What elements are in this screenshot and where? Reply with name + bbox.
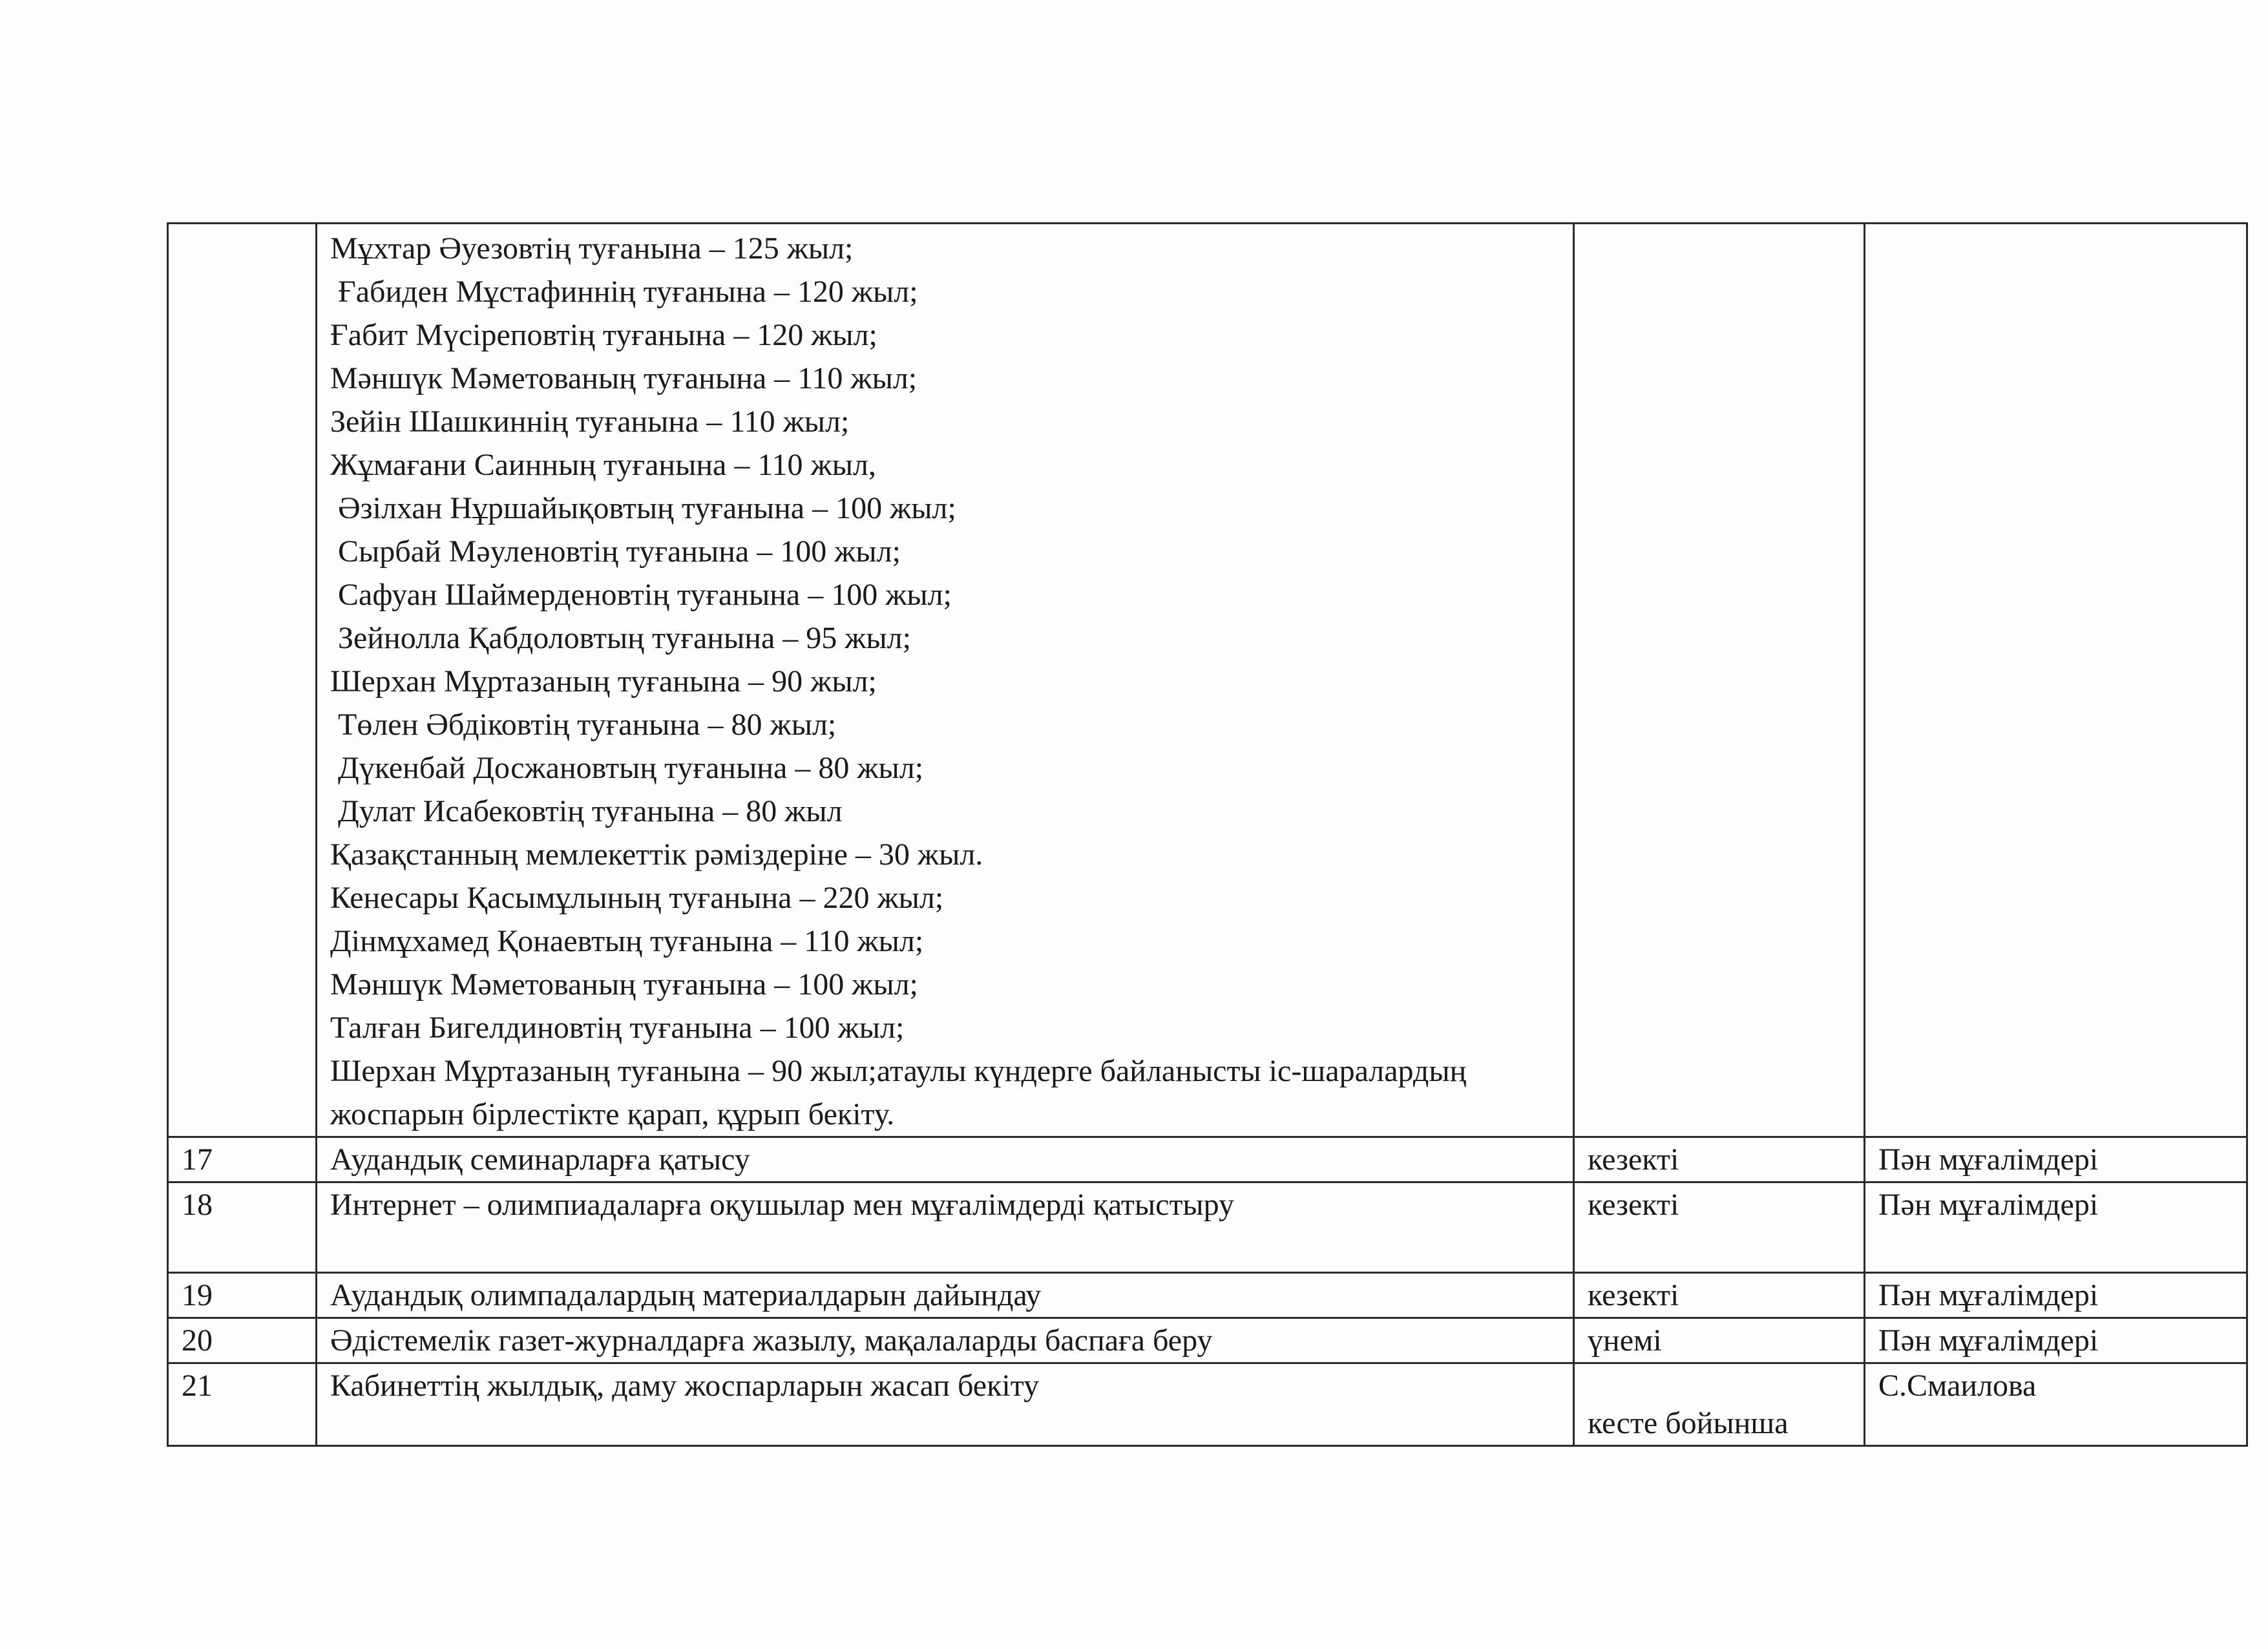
row-number-cell: 18	[168, 1182, 317, 1273]
list-item: Сафуан Шаймерденовтің туғанына – 100 жыл;	[338, 578, 952, 612]
plan-table	[167, 222, 2248, 1447]
list-item: Сырбай Мәуленовтің туғанына – 100 жыл;	[338, 534, 901, 569]
list-item: Мәншүк Мәметованың туғанына – 100 жыл;	[330, 967, 918, 1002]
list-item: Дүкенбай Досжановтың туғанына – 80 жыл;	[338, 751, 924, 785]
responsible-cell: Пән мұғалімдері	[1865, 1318, 2247, 1363]
table-row	[168, 1273, 2247, 1318]
term-cell: кесте бойынша	[1574, 1363, 1865, 1446]
list-item: Зейнолла Қабдоловтың туғанына – 95 жыл;	[338, 621, 911, 655]
responsible-cell: Пән мұғалімдері	[1865, 1273, 2247, 1318]
event-cell: Аудандық семинарларға қатысу	[317, 1137, 1574, 1182]
responsible-cell: Пән мұғалімдері	[1865, 1182, 2247, 1273]
term-cell: үнемі	[1574, 1318, 1865, 1363]
list-item: Төлен Әбдіковтің туғанына – 80 жыл;	[338, 708, 837, 742]
event-cell: Кабинеттің жылдық, даму жоспарларын жасап бекіту	[317, 1363, 1574, 1446]
event-cell: Интернет – олимпиадаларға оқушылар мен мұғалімдерді қатыстыру	[317, 1182, 1574, 1273]
list-item: Ғабит Мүсіреповтің туғанына – 120 жыл;	[330, 318, 877, 352]
row-number-cell: 21	[168, 1363, 317, 1446]
list-item: Зейін Шашкиннің туғанына – 110 жыл;	[330, 404, 850, 439]
table-row	[168, 1182, 2247, 1273]
row-number-cell	[168, 224, 317, 1137]
list-item: Дулат Исабековтің туғанына – 80 жыл	[338, 794, 843, 828]
list-item: Шерхан Мұртазаның туғанына – 90 жыл;атаулы күндерге байланысты іс-шаралардың жоспарын бірлестікте қарап, құрып бекіту.	[330, 1054, 1467, 1131]
table-row	[168, 1137, 2247, 1182]
list-item: Шерхан Мұртазаның туғанына – 90 жыл;	[330, 664, 877, 698]
table-row	[168, 1318, 2247, 1363]
event-cell	[317, 224, 1574, 1137]
term-cell: кезекті	[1574, 1182, 1865, 1273]
responsible-cell	[1865, 224, 2247, 1137]
term-cell: кезекті	[1574, 1137, 1865, 1182]
row-number-cell: 19	[168, 1273, 317, 1318]
list-item: Мәншүк Мәметованың туғанына – 110 жыл;	[330, 361, 918, 395]
event-cell: Әдістемелік газет-журналдарға жазылу, мақалаларды баспаға беру	[317, 1318, 1574, 1363]
list-item: Талған Бигелдиновтің туғанына – 100 жыл;	[330, 1011, 905, 1045]
row-number-cell: 20	[168, 1318, 317, 1363]
list-item: Дінмұхамед Қонаевтың туғанына – 110 жыл;	[330, 924, 924, 958]
table-row	[168, 224, 2247, 1137]
table-row	[168, 1363, 2247, 1446]
responsible-cell: С.Смаилова	[1865, 1363, 2247, 1446]
term-cell: кезекті	[1574, 1273, 1865, 1318]
event-cell: Аудандық олимпадалардың материалдарын дайындау	[317, 1273, 1574, 1318]
list-item: Кенесары Қасымұлының туғанына – 220 жыл;	[330, 881, 944, 915]
list-item: Әзілхан Нұршайықовтың туғанына – 100 жыл;	[338, 491, 956, 525]
list-item: Жұмағани Саинның туғанына – 110 жыл,	[330, 448, 876, 482]
list-item: Мұхтар Әуезовтің туғанына – 125 жыл;	[330, 231, 854, 266]
responsible-cell: Пән мұғалімдері	[1865, 1137, 2247, 1182]
list-item: Қазақстанның мемлекеттік рәміздеріне – 30 жыл.	[330, 837, 983, 872]
list-item: Ғабиден Мұстафиннің туғанына – 120 жыл;	[338, 275, 918, 309]
row-number-cell: 17	[168, 1137, 317, 1182]
term-cell	[1574, 224, 1865, 1137]
anniversary-list	[330, 224, 1562, 1136]
